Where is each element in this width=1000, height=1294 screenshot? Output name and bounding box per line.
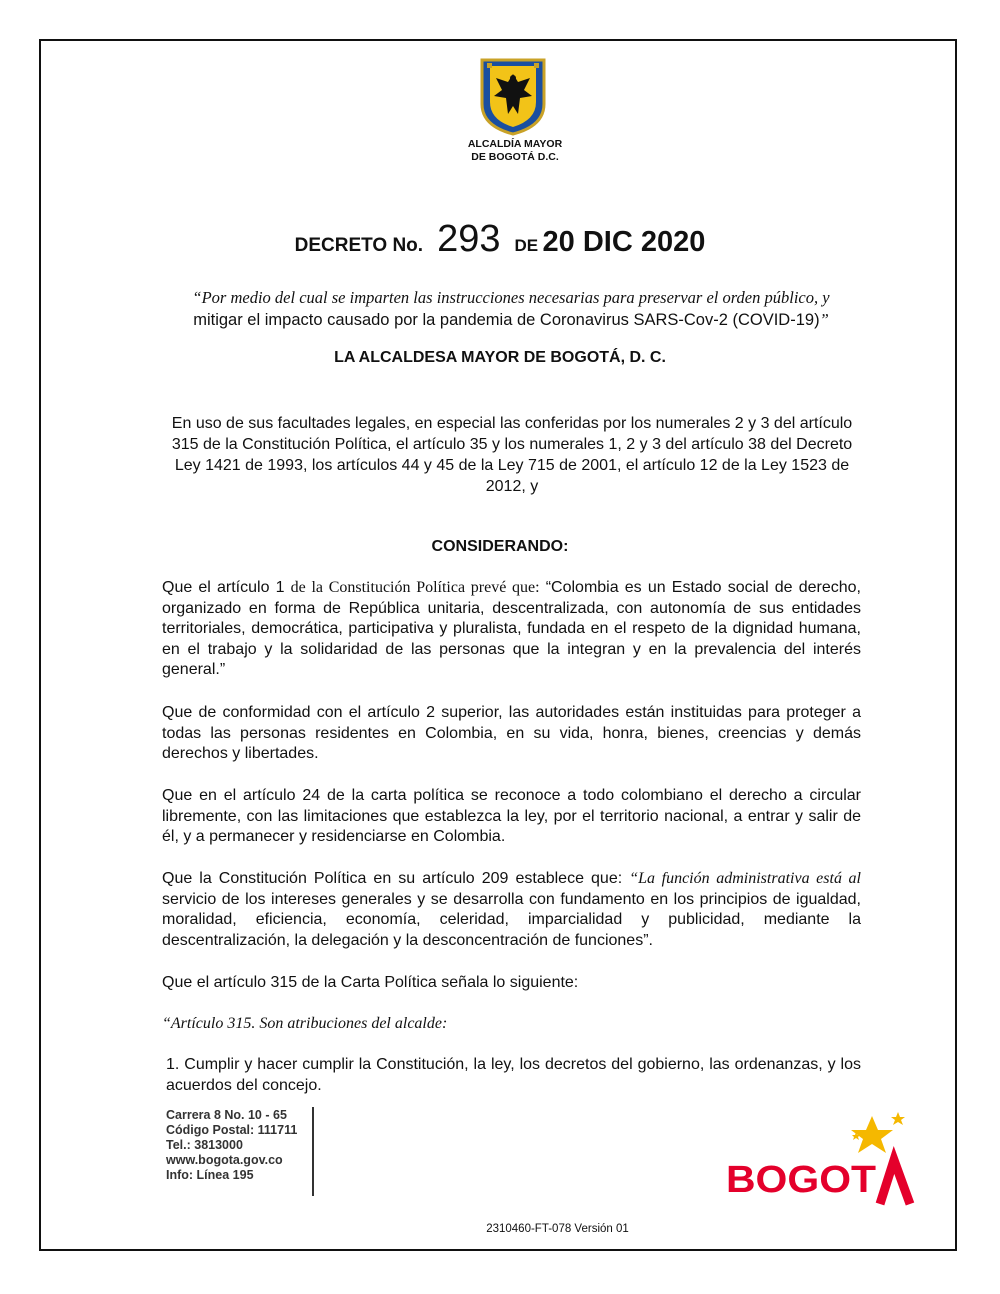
address-line-1: Carrera 8 No. 10 - 65 <box>166 1108 287 1122</box>
address-line-3: Tel.: 3813000 <box>166 1138 243 1152</box>
p4-text-c: servicio de los intereses generales y se desarrolla con fundamento en los principios de igualdad, moralidad, eficiencia, economía, celeridad, imparcialidad y publicidad, mediante la descentralización, la delegación y la desconcentración de funciones”. <box>162 890 861 949</box>
paragraph-5: Que el artículo 315 de la Carta Política señala lo siguiente: <box>162 974 579 991</box>
faculties-paragraph: En uso de sus facultades legales, en especial las conferidas por los numerales 2 y 3 del artículo 315 de la Constitución Política, el artículo 35 y los numerales 1, 2 y 3 del artículo 38 del Decreto Ley 1421 de 1993, los artículos 44 y 45 de la Ley 715 de 2001, el artículo 12 de la Ley 1523 de 2012, y <box>171 415 853 495</box>
bogota-wordmark: BOGOT <box>726 1159 876 1201</box>
p1-text-a: Que el artículo 1 <box>162 579 291 596</box>
p1-text-b: de la Constitución Política prevé que: <box>290 579 540 596</box>
large-star-icon <box>851 1116 893 1153</box>
logo-line-1: ALCALDÍA MAYOR <box>467 138 563 150</box>
address-line-2: Código Postal: 111711 <box>166 1123 298 1137</box>
address-line-5: Info: Línea 195 <box>166 1168 254 1182</box>
p4-text-a: Que la Constitución Política en su artículo 209 establece que: <box>162 870 630 887</box>
considering-title: CONSIDERANDO: <box>431 538 569 555</box>
decree-de: DE <box>514 236 539 255</box>
paragraph-7: 1. Cumplir y hacer cumplir la Constitución, la ley, los decretos del gobierno, las ordenanzas, y los acuerdos del concejo. <box>166 1056 861 1094</box>
address-block <box>166 1108 297 1183</box>
decree-subtitle <box>150 287 872 331</box>
alcaldia-logo-text <box>440 138 590 164</box>
bogota-coat-of-arms-icon <box>478 56 548 136</box>
paragraph-3: Que en el artículo 24 de la carta política se reconoce a todo colombiano el derecho a circular libremente, con las limitaciones que establezca la ley, por el territorio nacional, a entrar y salir de él, y a permanecer y residenciarse en Colombia. <box>162 787 861 845</box>
form-code: 2310460-FT-078 Versión 01 <box>486 1223 629 1235</box>
paragraph-2: Que de conformidad con el artículo 2 superior, las autoridades están instituidas para proteger a todas las personas residentes en Colombia, en su vida, honra, bienes, creencias y demás derechos y libertades. <box>162 704 861 762</box>
decree-number: 293 <box>437 218 501 260</box>
address-divider <box>312 1107 314 1196</box>
paragraph-4 <box>162 869 861 951</box>
paragraph-1 <box>162 578 861 681</box>
decree-date: 20 DIC 2020 <box>542 226 706 258</box>
authority-title: LA ALCALDESA MAYOR DE BOGOTÁ, D. C. <box>334 349 666 366</box>
decree-label: DECRETO No. <box>294 235 424 256</box>
subtitle-part-1: “Por medio del cual se imparten las instrucciones necesarias para preservar el orden público, y <box>192 288 830 307</box>
subtitle-close: ” <box>819 310 829 329</box>
p4-text-b: “La función administrativa está al <box>629 870 862 887</box>
logo-line-2: DE BOGOTÁ D.C. <box>471 151 559 163</box>
bogota-brand-logo <box>722 1108 916 1208</box>
paragraph-6: “Artículo 315. Son atribuciones del alcalde: <box>162 1015 448 1032</box>
address-line-4: www.bogota.gov.co <box>166 1153 283 1167</box>
p1-text-c: “Colombia es un Estado social de derecho, organizado en forma de República unitaria, descentralizada, con autonomía de sus entidades territoriales, democrática, participativa y pluralista, fundada en el respeto de la dignidad humana, en el trabajo y la solidaridad de las personas que la integran y en la prevalencia del interés general.” <box>162 579 861 678</box>
subtitle-part-2: mitigar el impacto causado por la pandemia de Coronavirus SARS-Cov-2 (COVID-19) <box>193 311 820 329</box>
decree-heading <box>0 218 1000 261</box>
small-star-icon <box>891 1112 905 1125</box>
